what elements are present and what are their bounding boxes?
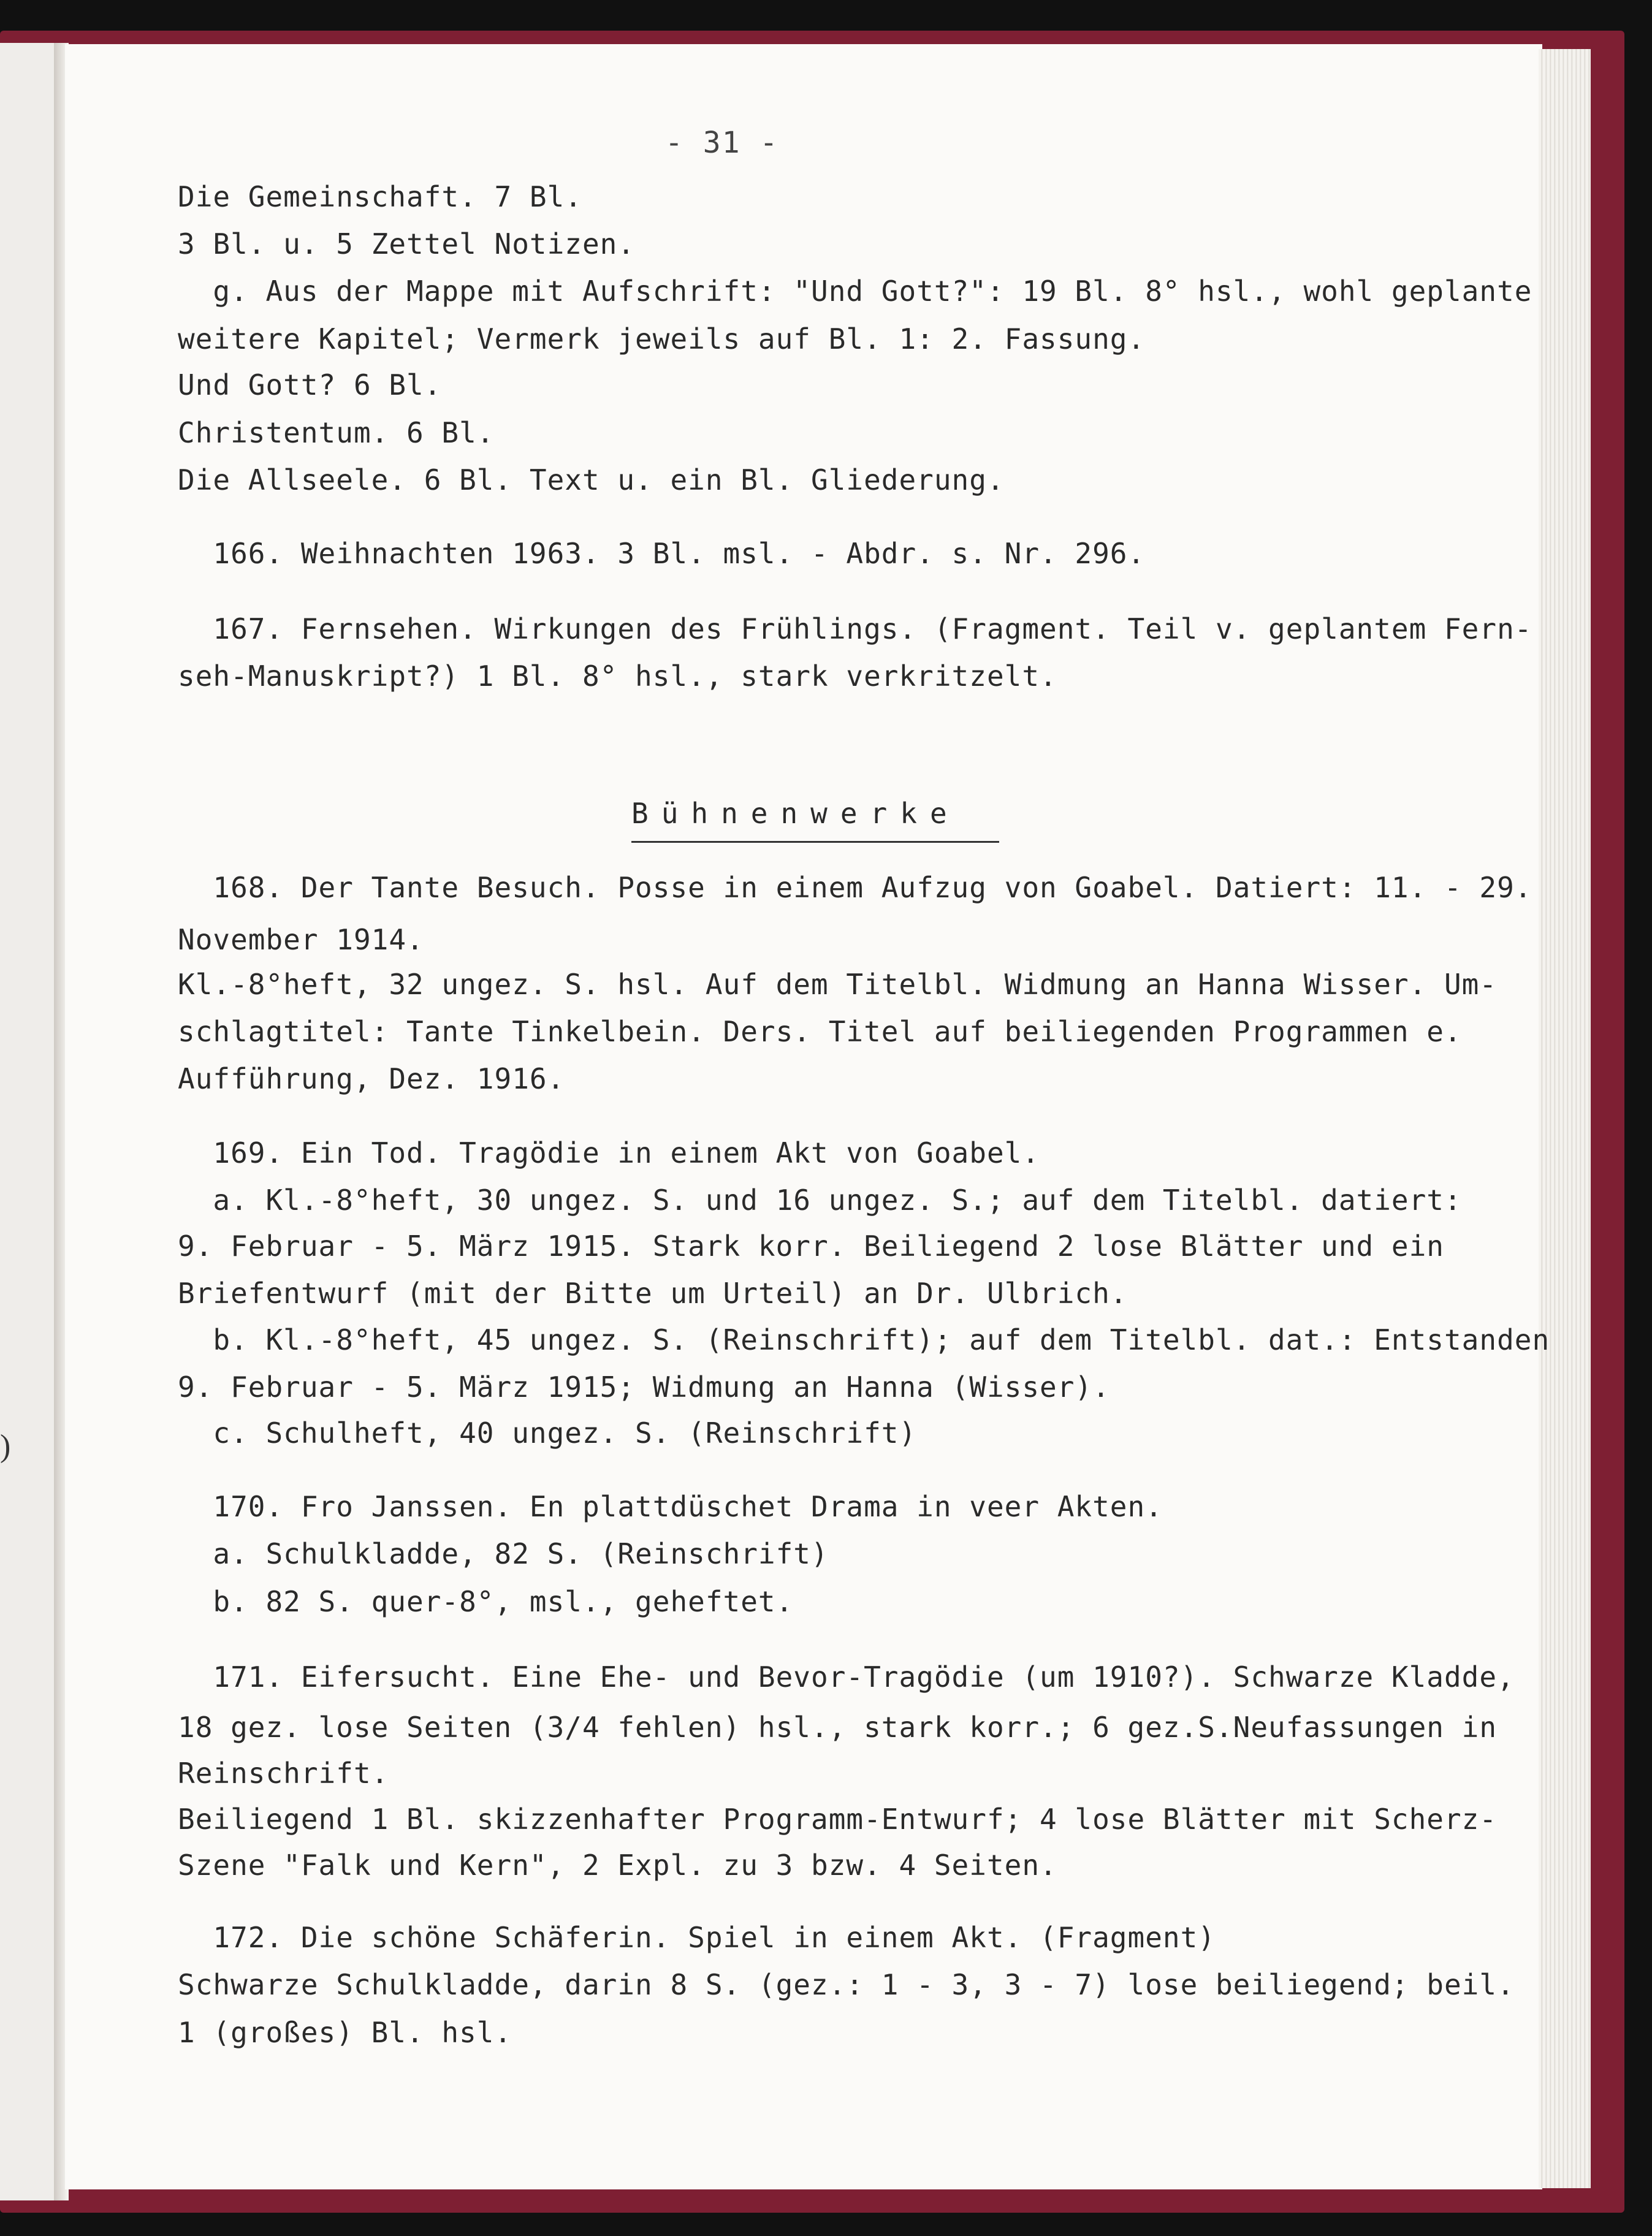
text-line: g. Aus der Mappe mit Aufschrift: "Und Gott?": 19 Bl. 8° hsl., wohl geplante	[178, 275, 1532, 308]
text-line: weitere Kapitel; Vermerk jeweils auf Bl. 1: 2. Fassung.	[178, 322, 1146, 356]
text-line: Aufführung, Dez. 1916.	[178, 1062, 565, 1095]
text-line: Christentum. 6 Bl.	[178, 416, 495, 449]
text-line: 168. Der Tante Besuch. Posse in einem Aufzug von Goabel. Datiert: 11. - 29.	[178, 871, 1532, 904]
text-line: Kl.-8°heft, 32 ungez. S. hsl. Auf dem Titelbl. Widmung an Hanna Wisser. Um-	[178, 968, 1498, 1001]
text-line: Briefentwurf (mit der Bitte um Urteil) an Dr. Ulbrich.	[178, 1277, 1128, 1310]
text-line: b. Kl.-8°heft, 45 ungez. S. (Reinschrift); auf dem Titelbl. dat.: Entstanden	[178, 1323, 1550, 1356]
text-line: 169. Ein Tod. Tragödie in einem Akt von Goabel.	[178, 1136, 1040, 1169]
text-line: schlagtitel: Tante Tinkelbein. Ders. Titel auf beiliegenden Programmen e.	[178, 1015, 1462, 1048]
margin-mark: )	[0, 1429, 11, 1464]
text-line: Die Gemeinschaft. 7 Bl.	[178, 180, 582, 213]
text-line: 9. Februar - 5. März 1915; Widmung an Hanna (Wisser).	[178, 1371, 1110, 1404]
text-line: c. Schulheft, 40 ungez. S. (Reinschrift)	[178, 1417, 917, 1450]
text-line: Szene "Falk und Kern", 2 Expl. zu 3 bzw. 4 Seiten.	[178, 1849, 1057, 1882]
text-line: 1 (großes) Bl. hsl.	[178, 2016, 512, 2049]
text-line: 166. Weihnachten 1963. 3 Bl. msl. - Abdr. s. Nr. 296.	[178, 537, 1146, 570]
text-line: 9. Februar - 5. März 1915. Stark korr. Beiliegend 2 lose Blätter und ein	[178, 1230, 1444, 1263]
text-line: 3 Bl. u. 5 Zettel Notizen.	[178, 227, 636, 260]
text-line: Die Allseele. 6 Bl. Text u. ein Bl. Gliederung.	[178, 463, 1005, 496]
text-line: November 1914.	[178, 923, 424, 956]
text-line: 167. Fernsehen. Wirkungen des Frühlings. (Fragment. Teil v. geplantem Fern-	[178, 612, 1532, 645]
text-line: a. Schulkladde, 82 S. (Reinschrift)	[178, 1537, 829, 1570]
text-line: 18 gez. lose Seiten (3/4 fehlen) hsl., stark korr.; 6 gez.S.Neufassungen in	[178, 1711, 1498, 1744]
page-number: - 31 -	[665, 126, 779, 160]
text-line: a. Kl.-8°heft, 30 ungez. S. und 16 ungez. S.; auf dem Titelbl. datiert:	[178, 1184, 1462, 1217]
text-line: 171. Eifersucht. Eine Ehe- und Bevor-Tragödie (um 1910?). Schwarze Kladde,	[178, 1660, 1515, 1694]
section-heading: Bühnenwerke	[631, 797, 960, 830]
text-line: 170. Fro Janssen. En plattdüschet Drama in veer Akten.	[178, 1490, 1163, 1523]
text-line: Reinschrift.	[178, 1757, 389, 1790]
text-line: b. 82 S. quer-8°, msl., geheftet.	[178, 1585, 794, 1618]
text-line: seh-Manuskript?) 1 Bl. 8° hsl., stark verkritzelt.	[178, 660, 1057, 693]
text-line: 172. Die schöne Schäferin. Spiel in einem Akt. (Fragment)	[178, 1921, 1216, 1954]
text-line: Schwarze Schulkladde, darin 8 S. (gez.: 1 - 3, 3 - 7) lose beiliegend; beil.	[178, 1968, 1515, 2001]
heading-underline	[631, 841, 999, 843]
text-line: Und Gott? 6 Bl.	[178, 368, 442, 401]
text-line: Beiliegend 1 Bl. skizzenhafter Programm-Entwurf; 4 lose Blätter mit Scherz-	[178, 1803, 1498, 1836]
